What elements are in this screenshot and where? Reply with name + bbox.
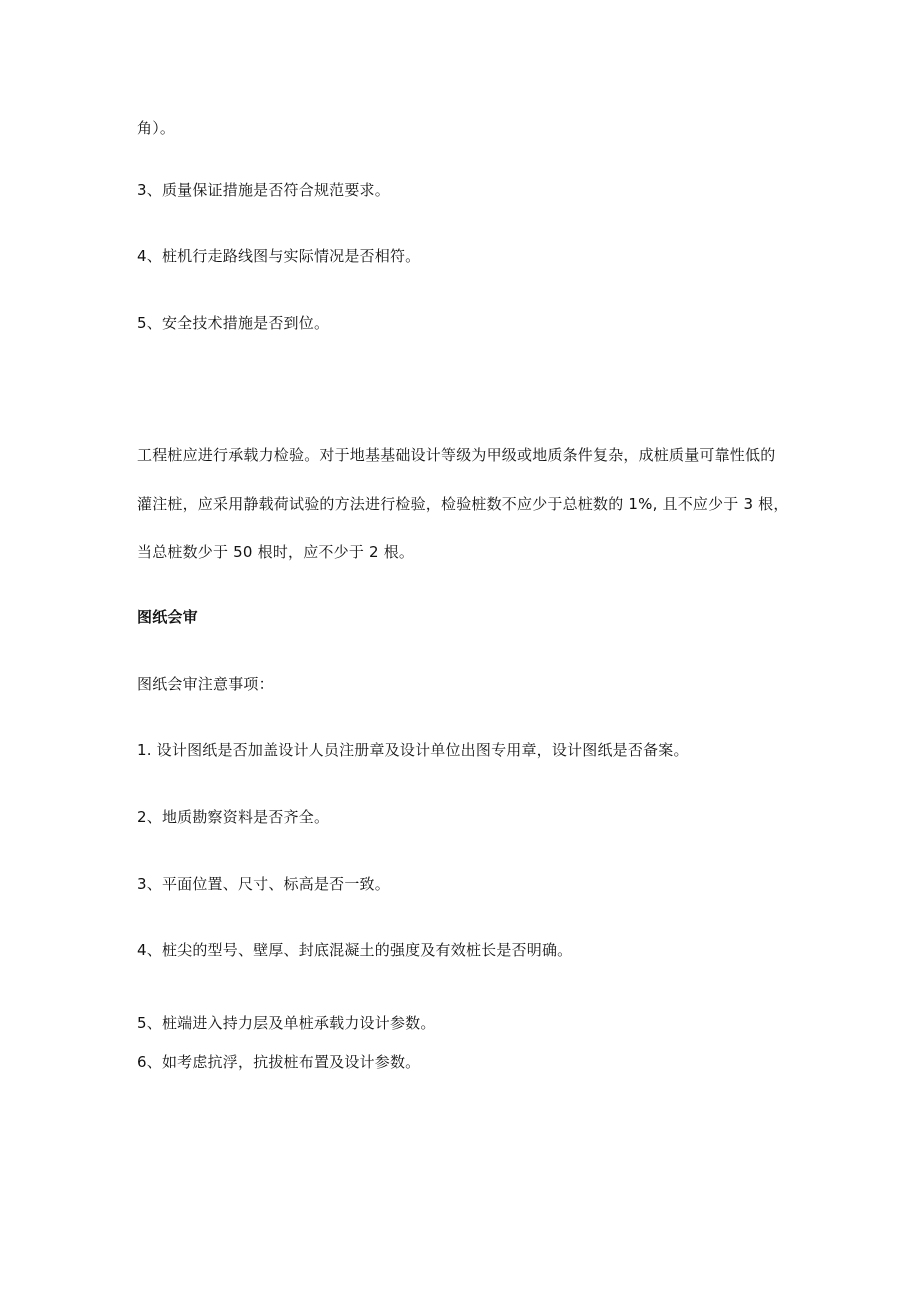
list-item: 4、桩机行走路线图与实际情况是否相符。	[137, 247, 421, 265]
list-item: 6、如考虑抗浮，抗拔桩布置及设计参数。	[137, 1053, 421, 1071]
continuation-text: 角）。	[137, 119, 176, 137]
list-item: 1. 设计图纸是否加盖设计人员注册章及设计单位出图专用章，设计图纸是否备案。	[137, 741, 689, 759]
list-item: 5、桩端进入持力层及单桩承载力设计参数。	[137, 1014, 436, 1032]
section-heading: 图纸会审	[137, 608, 198, 626]
list-item: 2、地质勘察资料是否齐全。	[137, 808, 330, 826]
list-item: 5、安全技术措施是否到位。	[137, 314, 330, 332]
subheading: 图纸会审注意事项：	[137, 675, 274, 693]
paragraph-line: 当总桩数少于 50 根时，应不少于 2 根。	[137, 543, 415, 561]
paragraph-line: 工程桩应进行承载力检验。对于地基基础设计等级为甲级或地质条件复杂，成桩质量可靠性低的	[137, 446, 776, 464]
list-item: 3、质量保证措施是否符合规范要求。	[137, 181, 390, 199]
list-item: 3、平面位置、尺寸、标高是否一致。	[137, 875, 390, 893]
list-item: 4、桩尖的型号、壁厚、封底混凝土的强度及有效桩长是否明确。	[137, 941, 573, 959]
paragraph-line: 灌注桩，应采用静载荷试验的方法进行检验，检验桩数不应少于总桩数的 1%, 且不应少于 3 根，	[137, 495, 789, 513]
